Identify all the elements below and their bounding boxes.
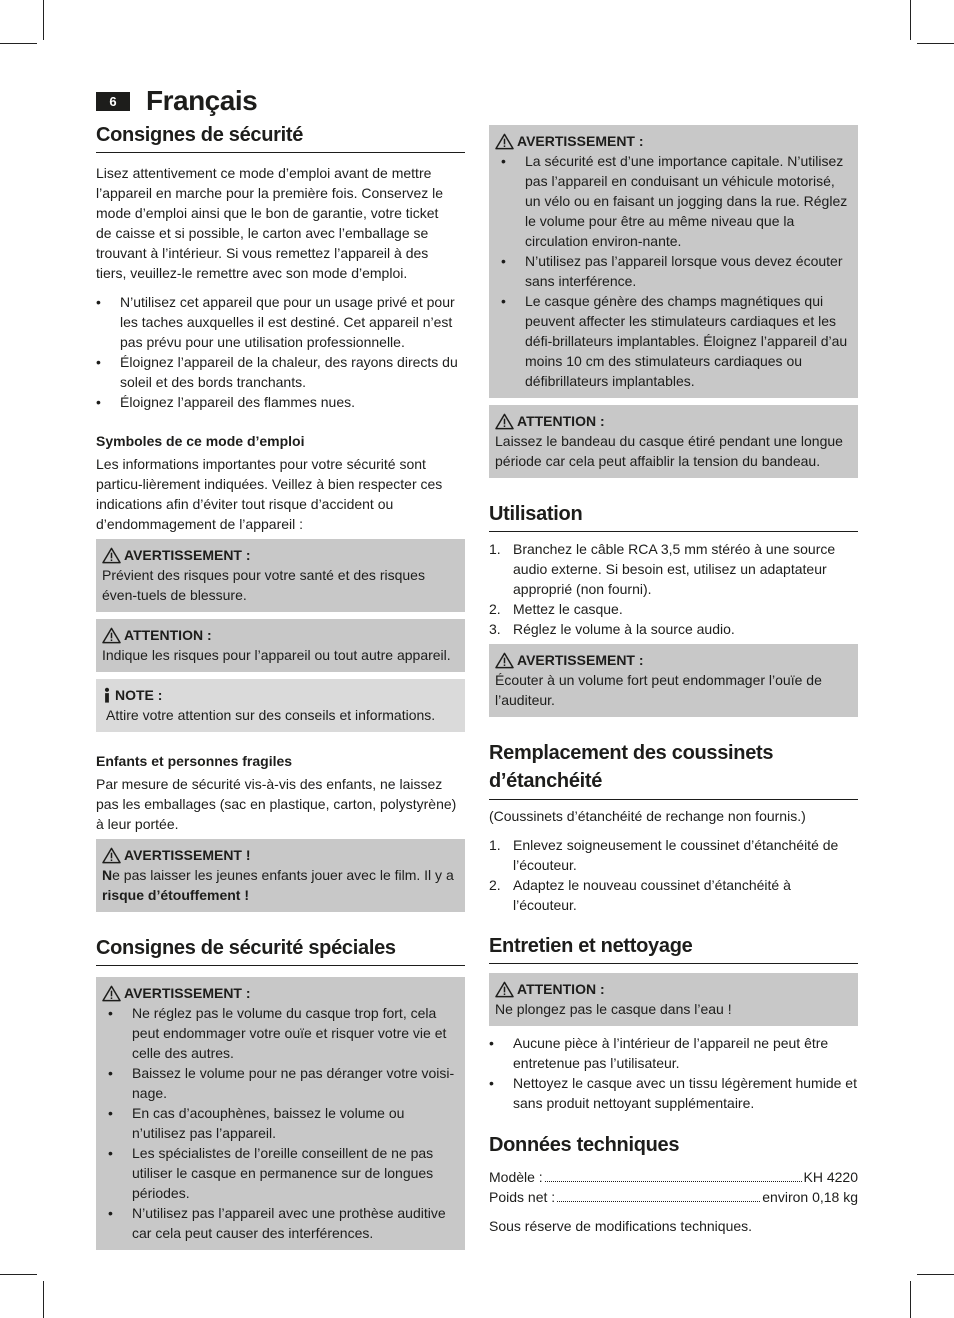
warning-text: Écouter à un volume fort peut endommager l’ouïe de l’auditeur.	[495, 672, 822, 708]
symbols-text: Les informations importantes pour votre sécurité sont particu-lièrement indiquées. Veillez à bien respecter ces indications afin d’éviter tout risque d’accident ou d’endommagement de l’appareil :	[96, 456, 443, 532]
specs-heading: Données techniques	[489, 1134, 680, 1156]
spec-row: Modèle : KH 4220	[489, 1169, 858, 1185]
special-safety-heading: Consignes de sécurité spéciales	[96, 935, 465, 966]
list-item: • N’utilisez pas l’appareil lorsque vous devez écouter sans interférence.	[501, 253, 843, 289]
list-item: • Nettoyez le casque avec un tissu légèrement humide et sans produit nettoyant supplémentaire.	[489, 1075, 857, 1111]
list-item: • En cas d’acouphènes, baissez le volume ou n’utilisez pas l’appareil.	[108, 1105, 405, 1141]
list-item: • La sécurité est d’une importance capitale. N’utilisez pas l’appareil en conduisant un véhicule motorisé, un vélo ou en faisant un jogging dans la rue. Réglez le volume pour être au même niveau que la circulation environ-nante.	[501, 153, 848, 249]
symbols-heading: Symboles de ce mode d’emploi	[96, 433, 305, 449]
children-heading: Enfants et personnes fragiles	[96, 753, 293, 769]
symbol-attention-box	[96, 619, 465, 672]
crop-mark	[910, 1281, 911, 1318]
attention-text: Ne plongez pas le casque dans l’eau !	[495, 1001, 732, 1017]
warning-triangle-icon	[495, 133, 514, 150]
children-warning-box	[96, 839, 465, 912]
safety-heading: Consignes de sécurité	[96, 122, 465, 153]
usage-warning-box	[489, 644, 858, 717]
warning-triangle-icon	[102, 847, 121, 864]
safety-intro: Lisez attentivement ce mode d’emploi avant de mettre l’appareil en marche pour la première fois. Conservez le mode d’emploi ainsi que le bon de garantie, votre ticket de caisse et si possible, le carton avec l’emballage se trouvant à l’intérieur. Si vous remettez l’appareil à des tiers, veuillez-le remettre avec son mode d’emploi.	[96, 165, 444, 281]
page-number: 6	[96, 92, 130, 111]
children-text: Par mesure de sécurité vis-à-vis des enfants, ne laissez pas les emballages (sac en plastique, carton, polystyrène) à leur portée.	[96, 776, 457, 832]
warning-triangle-icon	[102, 985, 121, 1002]
left-column	[96, 122, 465, 1250]
list-item: • Baissez le volume pour ne pas déranger votre voisi-nage.	[108, 1065, 455, 1101]
top-warning-box	[489, 125, 858, 398]
list-item: 2. Mettez le casque.	[489, 601, 623, 617]
crop-mark	[910, 0, 911, 40]
specs-footer: Sous réserve de modifications techniques.	[489, 1218, 753, 1234]
usage-heading: Utilisation	[489, 501, 858, 532]
list-item: 2. Adaptez le nouveau coussinet d’étanchéité à l’écouteur.	[489, 877, 791, 913]
attention-title: ATTENTION :	[102, 625, 459, 645]
warning-triangle-icon	[102, 547, 121, 564]
crop-mark	[43, 0, 44, 40]
crop-mark	[0, 1274, 37, 1275]
crop-mark	[0, 43, 37, 44]
list-item: • Éloignez l’appareil des flammes nues.	[96, 394, 356, 410]
warning-title: AVERTISSEMENT :	[102, 983, 459, 1003]
info-icon	[102, 687, 112, 704]
maintenance-heading: Entretien et nettoyage	[489, 933, 858, 964]
attention-text: Laissez le bandeau du casque étiré pendant une longue période car cela peut affaiblir la tension du bandeau.	[495, 433, 843, 469]
special-warning-box	[96, 977, 465, 1250]
warning-triangle-icon	[495, 652, 514, 669]
top-attention-box	[489, 405, 858, 478]
list-item: • Le casque génère des champs magnétiques qui peuvent affecter les stimulateurs cardiaques et les défi-brillateurs implantables. Éloignez l’appareil d’au moins 10 cm des stimulateurs cardiaques ou défibrillateurs implantables.	[501, 293, 848, 389]
warning-triangle-icon	[102, 627, 121, 644]
warning-title: AVERTISSEMENT !	[102, 845, 459, 865]
warning-text: Prévient des risques pour votre santé et des risques éven-tuels de blessure.	[102, 567, 425, 603]
crop-mark	[43, 1281, 44, 1318]
list-item: • Aucune pièce à l’intérieur de l’appareil ne peut être entretenue pas l’utilisateur.	[489, 1035, 829, 1071]
note-title: NOTE :	[102, 685, 459, 705]
right-column	[489, 125, 858, 1236]
crop-mark	[917, 1274, 954, 1275]
warning-text: Ne pas laisser les jeunes enfants jouer avec le film. Il y a risque d’étouffement !	[102, 867, 454, 903]
list-item: 1. Enlevez soigneusement le coussinet d’étanchéité de l’écouteur.	[489, 837, 839, 873]
crop-mark	[917, 43, 954, 44]
list-item: • Ne réglez pas le volume du casque trop fort, cela peut endommager votre ouïe et risquer votre vie et celle des autres.	[108, 1005, 447, 1061]
spec-row: Poids net : environ 0,18 kg	[489, 1189, 858, 1205]
warning-title: AVERTISSEMENT :	[495, 650, 852, 670]
symbol-warning-box	[96, 539, 465, 612]
replacement-steps	[489, 835, 858, 915]
attention-text: Indique les risques pour l’appareil ou tout autre appareil.	[102, 647, 451, 663]
maintenance-bullets	[489, 1033, 858, 1113]
warning-triangle-icon	[495, 413, 514, 430]
warning-triangle-icon	[495, 981, 514, 998]
warning-title: AVERTISSEMENT :	[495, 131, 852, 151]
list-item: • Les spécialistes de l’oreille conseillent de ne pas utiliser le casque en permanence sur de longues périodes.	[108, 1145, 434, 1201]
attention-title: ATTENTION :	[495, 979, 852, 999]
list-item: • N’utilisez pas l’appareil avec une prothèse auditive car cela peut causer des interférences.	[108, 1205, 446, 1241]
list-item: • Éloignez l’appareil de la chaleur, des rayons directs du soleil et des bords tranchants.	[96, 354, 458, 390]
special-bullets	[102, 1003, 459, 1243]
symbol-note-box	[96, 679, 465, 732]
specs-table	[489, 1167, 858, 1207]
usage-steps	[489, 539, 858, 639]
replacement-heading: Remplacement des coussinets d’étanchéité	[489, 739, 858, 800]
warning-title: AVERTISSEMENT :	[102, 545, 459, 565]
list-item: • N’utilisez cet appareil que pour un usage privé et pour les taches auxquelles il est destiné. Cet appareil n’est pas prévu pour une utilisation professionnelle.	[96, 294, 455, 350]
top-warning-bullets	[495, 151, 852, 391]
attention-title: ATTENTION :	[495, 411, 852, 431]
note-text: Attire votre attention sur des conseils et informations.	[106, 707, 436, 723]
safety-bullets	[96, 292, 465, 412]
list-item: 3. Réglez le volume à la source audio.	[489, 621, 735, 637]
replacement-note: (Coussinets d’étanchéité de rechange non fournis.)	[489, 808, 806, 824]
list-item: 1. Branchez le câble RCA 3,5 mm stéréo à une source audio externe. Si besoin est, utilisez un adaptateur approprié (non fourni).	[489, 541, 836, 597]
language-title: Français	[146, 85, 258, 116]
maintenance-attention-box	[489, 973, 858, 1026]
